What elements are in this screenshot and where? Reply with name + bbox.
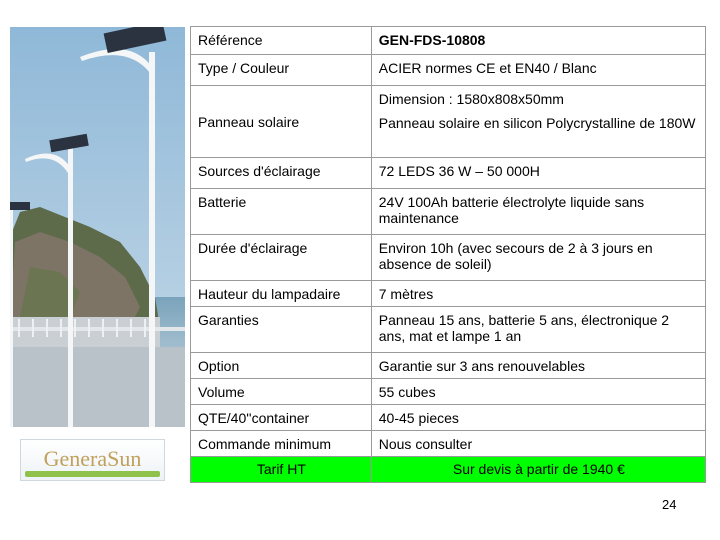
spec-label: Type / Couleur: [191, 55, 372, 86]
table-row: [191, 353, 706, 379]
table-row: [191, 86, 706, 158]
spec-label: QTE/40''container: [191, 405, 372, 431]
table-row: [191, 189, 706, 235]
table-row: [191, 281, 706, 307]
spec-value: 72 LEDS 36 W – 50 000H: [371, 158, 705, 189]
price-value: Sur devis à partir de 1940 €: [371, 457, 705, 483]
price-label: Tarif HT: [191, 457, 372, 483]
generasun-logo: [20, 439, 165, 481]
spec-value: Environ 10h (avec secours de 2 à 3 jours en absence de soleil): [371, 235, 705, 281]
spec-value: ACIER normes CE et EN40 / Blanc: [371, 55, 705, 86]
spec-label: Panneau solaire: [191, 86, 372, 158]
table-row: [191, 235, 706, 281]
spec-label: Batterie: [191, 189, 372, 235]
spec-value: 7 mètres: [371, 281, 705, 307]
page-number: 24: [662, 497, 677, 512]
table-row: [191, 431, 706, 457]
spec-label: Volume: [191, 379, 372, 405]
table-row: [191, 379, 706, 405]
street-lamp-photo: [10, 27, 185, 427]
spec-label: Garanties: [191, 307, 372, 353]
spec-label: Référence: [191, 27, 372, 55]
spec-value: Garantie sur 3 ans renouvelables: [371, 353, 705, 379]
spec-label: Durée d'éclairage: [191, 235, 372, 281]
spec-label: Hauteur du lampadaire: [191, 281, 372, 307]
logo-text: GeneraSun: [43, 446, 142, 471]
spec-value: 40-45 pieces: [371, 405, 705, 431]
spec-value: Nous consulter: [371, 431, 705, 457]
price-row: [191, 457, 706, 483]
spec-value: Panneau 15 ans, batterie 5 ans, électronique 2 ans, mat et lampe 1 an: [371, 307, 705, 353]
street-lamp-illustration: [10, 27, 185, 427]
panel-dimension: Dimension : 1580x808x50mm: [378, 91, 564, 107]
spec-label: Option: [191, 353, 372, 379]
panel-description: Panneau solaire en silicon Polycrystalline de 180W: [378, 115, 696, 131]
spec-table: [190, 26, 706, 483]
table-row: [191, 27, 706, 55]
spec-value: GEN-FDS-10808: [371, 27, 705, 55]
spec-label: Commande minimum: [191, 431, 372, 457]
spec-value-group: [371, 86, 705, 158]
table-row: [191, 307, 706, 353]
table-row: [191, 405, 706, 431]
spec-label: Sources d'éclairage: [191, 158, 372, 189]
spec-value: 24V 100Ah batterie électrolyte liquide sans maintenance: [371, 189, 705, 235]
spec-value: 55 cubes: [371, 379, 705, 405]
table-row: [191, 158, 706, 189]
table-row: [191, 55, 706, 86]
logo-underline: [25, 471, 160, 477]
